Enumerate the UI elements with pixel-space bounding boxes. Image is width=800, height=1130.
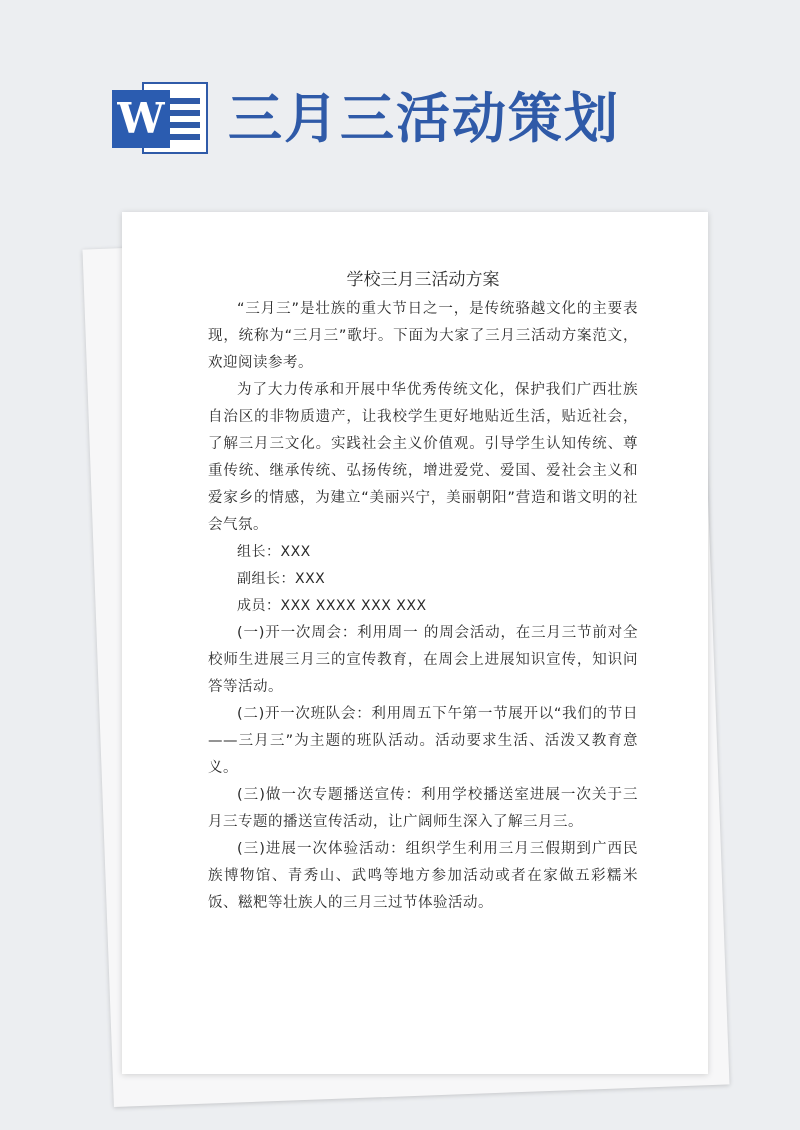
paper-sheet — [122, 212, 708, 1074]
activity-item: (三)进展一次体验活动：组织学生利用三月三假期到广西民族博物馆、青秀山、武鸣等地方参加活动或者在家做五彩糯米饭、糍粑等壮族人的三月三过节体验活动。 — [208, 841, 638, 911]
group-members: 成员：XXX XXXX XXX XXX — [237, 598, 427, 614]
header-title: 三月三活动策划 — [228, 87, 620, 150]
activity-item: (一)开一次周会：利用周一 的周会活动，在三月三节前对全校师生进展三月三的宣传教育，在周会上进展知识宣传，知识问答等活动。 — [208, 625, 638, 695]
group-vice-leader: 副组长：XXX — [237, 571, 326, 587]
intro-paragraph: “三月三”是壮族的重大节日之一，是传统骆越文化的主要表现，统称为“三月三”歌圩。下面为大家了三月三活动方案范文，欢迎阅读参考。 — [208, 301, 638, 371]
activity-item: (二)开一次班队会：利用周五下午第一节展开以“我们的节日——三月三”为主题的班队活动。活动要求生活、活泼又教育意义。 — [208, 706, 638, 776]
document-body — [208, 268, 638, 917]
page-header — [0, 0, 800, 200]
activity-item: (三)做一次专题播送宣传：利用学校播送室进展一次关于三月三专题的播送宣传活动，让广阔师生深入了解三月三。 — [208, 787, 638, 830]
purpose-paragraph: 为了大力传承和开展中华优秀传统文化，保护我们广西壮族自治区的非物质遗产，让我校学生更好地贴近生活，贴近社会，了解三月三文化。实践社会主义价值观。引导学生认知传统、尊重传统、继承传统、弘扬传统，增进爱党、爱国、爱社会主义和爱家乡的情感，为建立“美丽兴宁，美丽朝阳”营造和谐文明的社会气氛。 — [208, 382, 638, 533]
document-title: 学校三月三活动方案 — [346, 270, 500, 290]
word-document-icon — [112, 80, 210, 156]
word-badge: W — [112, 90, 170, 148]
group-leader: 组长：XXX — [237, 544, 311, 560]
